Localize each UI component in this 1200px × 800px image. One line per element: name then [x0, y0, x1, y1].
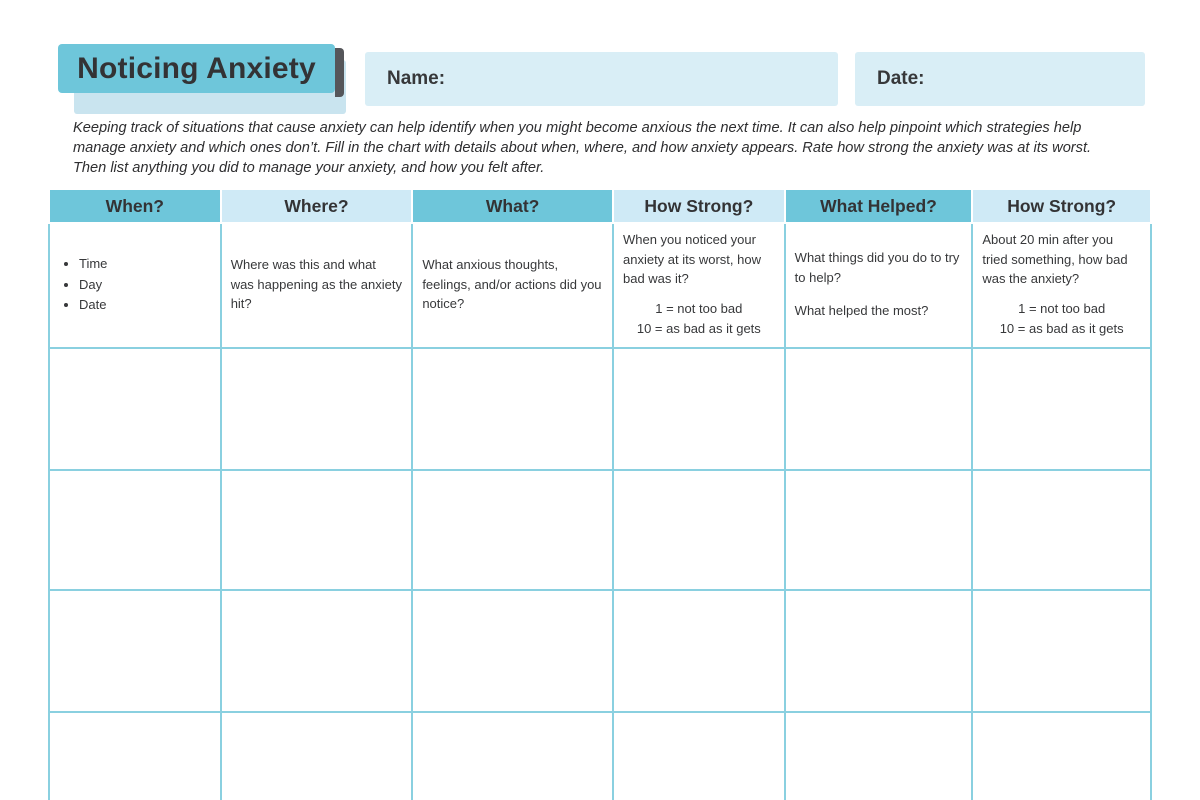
- entry-row: [49, 348, 1151, 470]
- page-title: Noticing Anxiety: [77, 51, 316, 85]
- title-block: [58, 44, 358, 110]
- entry-row: [49, 712, 1151, 800]
- entry-cell-how-strong-1[interactable]: [613, 470, 785, 590]
- entry-cell-how-strong-1[interactable]: [613, 590, 785, 712]
- entry-cell-what-helped[interactable]: [785, 348, 973, 470]
- date-field[interactable]: [855, 52, 1145, 106]
- title-banner: [58, 44, 335, 93]
- entry-cell-where[interactable]: [221, 712, 413, 800]
- entry-cell-what-helped[interactable]: [785, 590, 973, 712]
- title-dark-edge: [335, 48, 344, 97]
- desc-what-helped: [785, 223, 973, 348]
- anxiety-tracking-table: [48, 188, 1152, 800]
- entry-cell-how-strong-2[interactable]: [972, 712, 1151, 800]
- entry-cell-where[interactable]: [221, 470, 413, 590]
- entry-row: [49, 470, 1151, 590]
- desc-where-text: Where was this and what was happening as the anxiety hit?: [230, 257, 402, 312]
- header-row: [49, 189, 1151, 223]
- scale-high-1: 10 = as bad as it gets: [636, 320, 761, 336]
- entry-cell-where[interactable]: [221, 590, 413, 712]
- entry-cell-when[interactable]: [49, 470, 221, 590]
- when-bullet-time: • Time: [79, 254, 211, 274]
- desc-what-text: What anxious thoughts, feelings, and/or actions did you notice?: [422, 257, 602, 312]
- entry-cell-when[interactable]: [49, 590, 221, 712]
- entry-cell-what-helped[interactable]: [785, 712, 973, 800]
- entry-cell-when[interactable]: [49, 348, 221, 470]
- scale-low-2: 1 = not too bad: [1018, 300, 1106, 316]
- when-bullet-date: • Date: [79, 295, 211, 315]
- col-header-how-strong-1: How Strong?: [613, 189, 785, 223]
- entry-cell-how-strong-1[interactable]: [613, 712, 785, 800]
- entry-cell-when[interactable]: [49, 712, 221, 800]
- entry-cell-what-helped[interactable]: [785, 470, 973, 590]
- desc-how-strong-2-text: About 20 min after you tried something, how bad was the anxiety?: [982, 232, 1128, 286]
- entry-cell-what[interactable]: [412, 712, 613, 800]
- date-label: Date:: [877, 68, 925, 89]
- when-bullet-list: [61, 254, 211, 315]
- col-header-when: When?: [49, 189, 221, 223]
- entry-row: [49, 590, 1151, 712]
- name-field[interactable]: [365, 52, 838, 106]
- entry-cell-how-strong-2[interactable]: [972, 590, 1151, 712]
- desc-what: [412, 223, 613, 348]
- col-header-what: What?: [412, 189, 613, 223]
- desc-what-helped-text: What things did you do to try to help?: [794, 250, 960, 285]
- desc-how-strong-1: [613, 223, 785, 348]
- entry-cell-what[interactable]: [412, 348, 613, 470]
- entry-cell-what[interactable]: [412, 470, 613, 590]
- entry-cell-how-strong-1[interactable]: [613, 348, 785, 470]
- scale-high-2: 10 = as bad as it gets: [999, 320, 1124, 336]
- entry-cell-what[interactable]: [412, 590, 613, 712]
- name-label: Name:: [387, 68, 446, 89]
- col-header-where: Where?: [221, 189, 413, 223]
- entry-cell-how-strong-2[interactable]: [972, 470, 1151, 590]
- desc-where: [221, 223, 413, 348]
- rating-scale-2: [982, 299, 1141, 339]
- description-row: [49, 223, 1151, 348]
- desc-what-helped-text2: What helped the most?: [794, 303, 929, 319]
- desc-when: [49, 223, 221, 348]
- desc-how-strong-1-text: When you noticed your anxiety at its worst, how bad was it?: [622, 232, 761, 286]
- entry-cell-how-strong-2[interactable]: [972, 348, 1151, 470]
- rating-scale-1: [623, 299, 775, 339]
- desc-how-strong-2: [972, 223, 1151, 348]
- table-body: [49, 223, 1151, 800]
- intro-paragraph: Keeping track of situations that cause anxiety can help identify when you might become anxious the next time. It can also help pinpoint which strategies help manage anxiety and which ones don’t. Fill in the chart with details about when, where, and how anxiety appears. Rate how strong the anxiety was at its worst. Then list anything you did to manage your anxiety, and how you felt after.: [73, 120, 1092, 177]
- entry-cell-where[interactable]: [221, 348, 413, 470]
- scale-low-1: 1 = not too bad: [655, 300, 743, 316]
- when-bullet-day: • Day: [79, 275, 211, 295]
- col-header-what-helped: What Helped?: [785, 189, 973, 223]
- col-header-how-strong-2: How Strong?: [972, 189, 1151, 223]
